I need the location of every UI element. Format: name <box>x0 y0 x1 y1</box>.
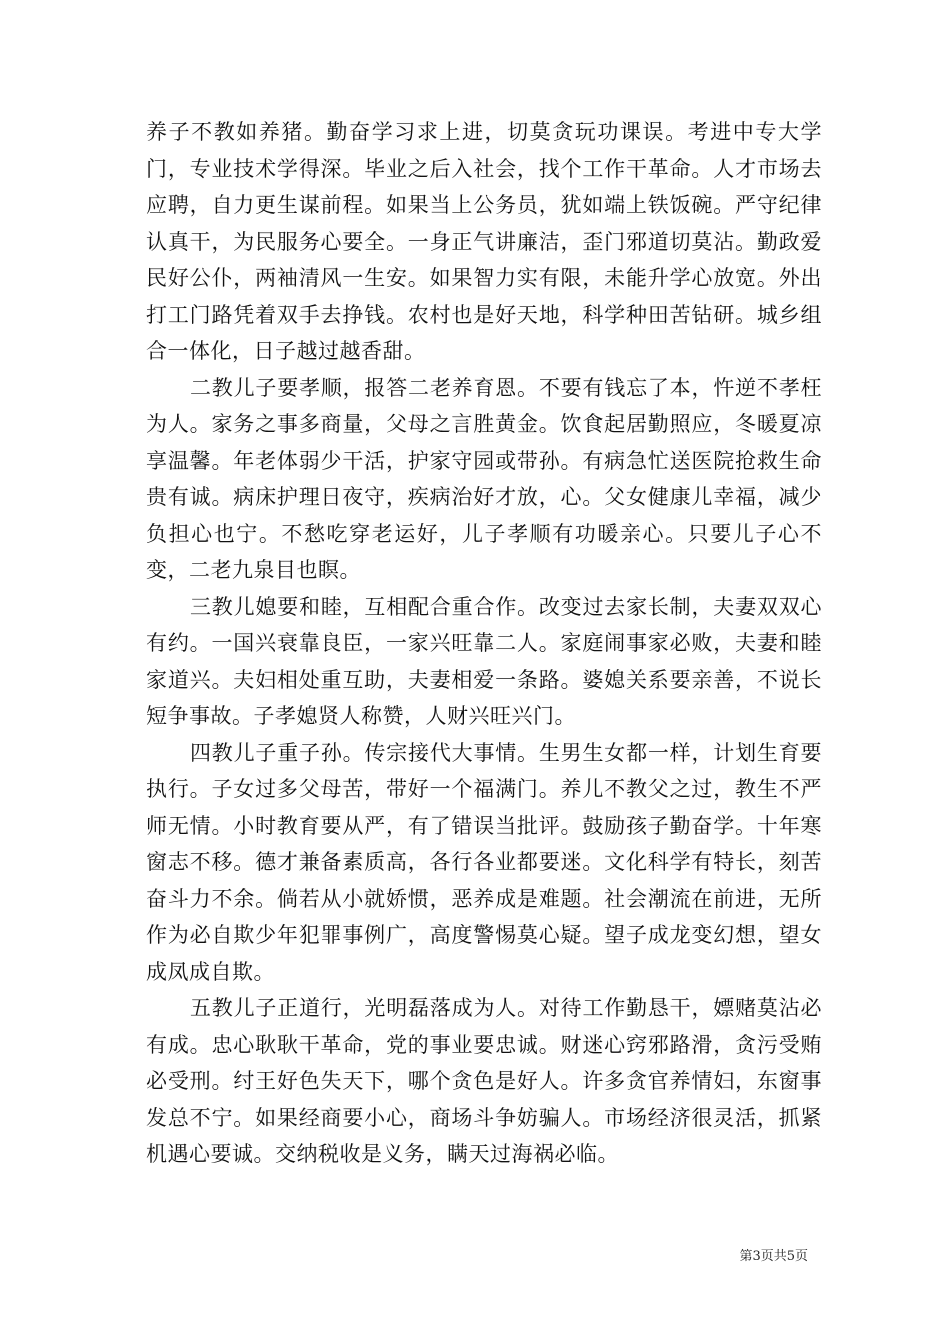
page-number-footer: 第3页共5页 <box>739 1249 808 1264</box>
paragraph-1: 养子不教如养猪。勤奋学习求上进，切莫贪玩功课误。考进中专大学门，专业技术学得深。毕业之后入社会，找个工作干革命。人才市场去应聘，自力更生谋前程。如果当上公务员，犹如端上铁饭碗。严守纪律认真干，为民服务心要全。一身正气讲廉洁，歪门邪道切莫沾。勤政爱民好公仆，两袖清风一生安。如果智力实有限，未能升学心放宽。外出打工门路凭着双手去挣钱。农村也是好天地，科学种田苦钻研。城乡组合一体化，日子越过越香甜。 <box>146 120 822 363</box>
paragraph-5: 五教儿子正道行，光明磊落成为人。对待工作勤恳干，嫖赌莫沾必有成。忠心耿耿干革命，党的事业要忠诚。财迷心窍邪路滑，贪污受贿必受刑。纣王好色失天下，哪个贪色是好人。许多贪官养情妇，东窗事发总不宁。如果经商要小心，商场斗争妨骗人。市场经济很灵活，抓紧机遇心要诚。交纳税收是义务，瞒天过海祸必临。 <box>146 996 822 1166</box>
paragraph-3: 三教儿媳要和睦，互相配合重合作。改变过去家长制，夫妻双双心有约。一国兴衰靠良臣，一家兴旺靠二人。家庭闹事家必败，夫妻和睦家道兴。夫妇相处重互助，夫妻相爱一条路。婆媳关系要亲善，不说长短争事故。子孝媳贤人称赞，人财兴旺兴门。 <box>146 594 822 728</box>
paragraph-4: 四教儿子重子孙。传宗接代大事情。生男生女都一样，计划生育要执行。子女过多父母苦，带好一个福满门。养儿不教父之过，教生不严师无情。小时教育要从严，有了错误当批评。鼓励孩子勤奋学。十年寒窗志不移。德才兼备素质高，各行各业都要迷。文化科学有特长，刻苦奋斗力不余。倘若从小就娇惯，恶养成是难题。社会潮流在前进，无所作为必自欺少年犯罪事例广，高度警惕莫心疑。望子成龙变幻想，望女成凤成自欺。 <box>146 740 822 984</box>
document-body <box>146 114 822 1173</box>
paragraph-2: 二教儿子要孝顺，报答二老养育恩。不要有钱忘了本，忤逆不孝枉为人。家务之事多商量，父母之言胜黄金。饮食起居勤照应，冬暖夏凉享温馨。年老体弱少干活，护家守园或带孙。有病急忙送医院抢救生命贵有诚。病床护理日夜守，疾病治好才放，心。父女健康儿幸福，减少负担心也宁。不愁吃穿老运好，儿子孝顺有功暖亲心。只要儿子心不变，二老九泉目也瞑。 <box>146 375 822 582</box>
